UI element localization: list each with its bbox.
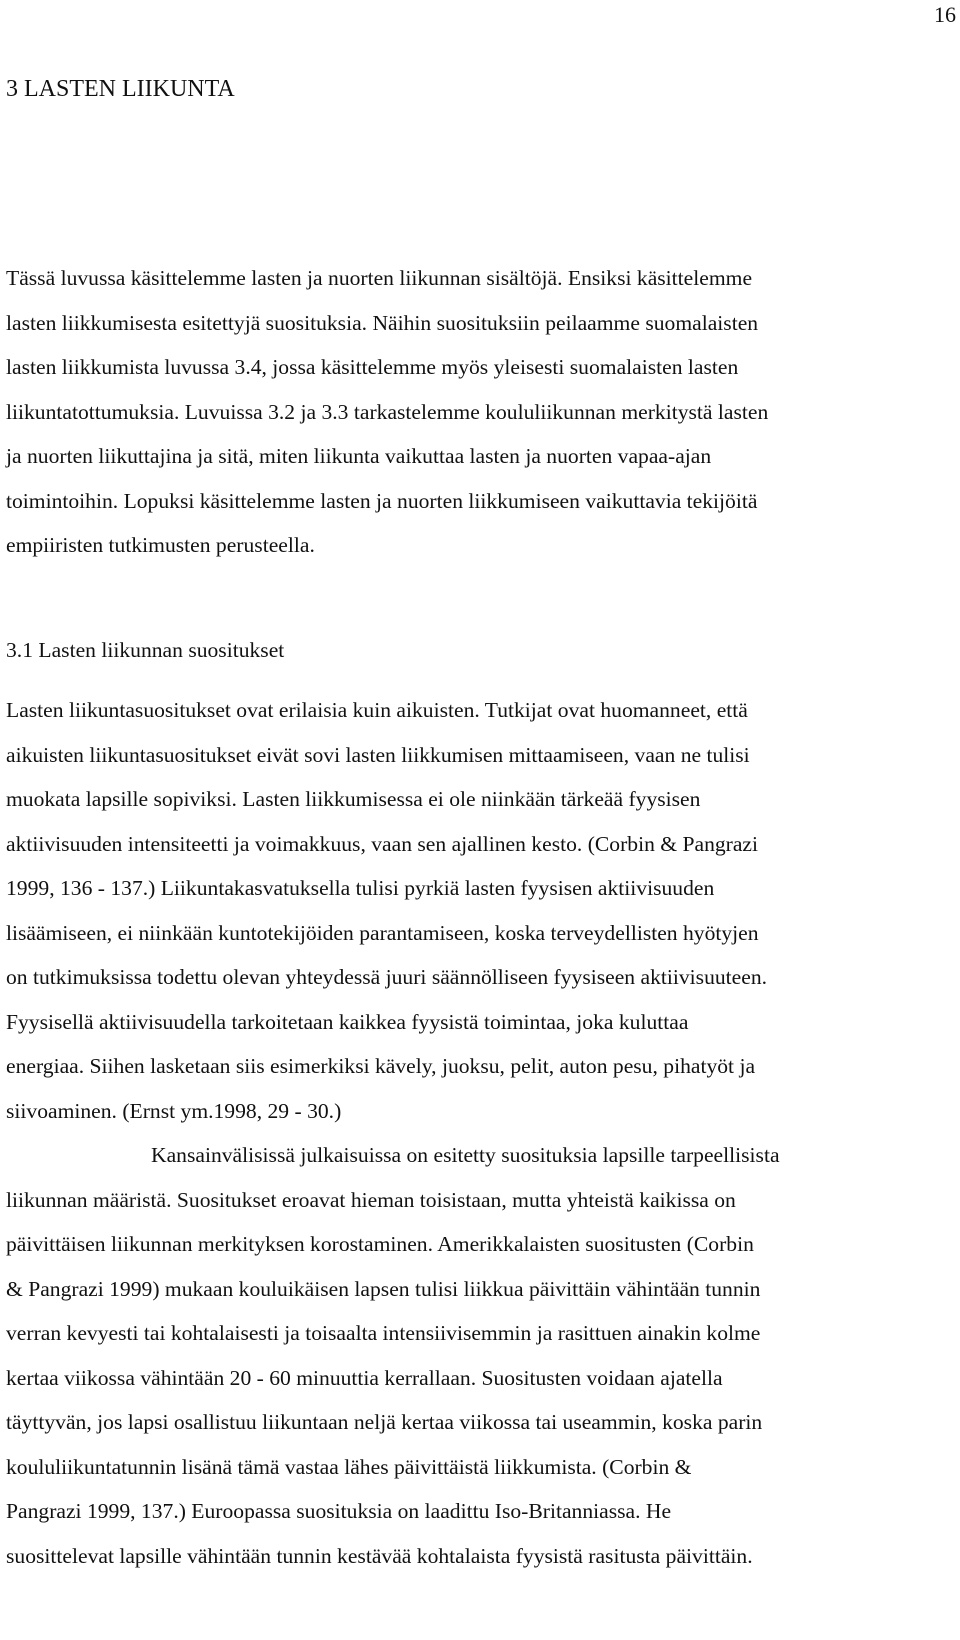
body-line: verran kevyesti tai kohtalaisesti ja toisaalta intensiivisemmin ja rasittuen ainakin kolme	[6, 1321, 761, 1345]
intro-line: liikuntatottumuksia. Luvuissa 3.2 ja 3.3 tarkastelemme koululiikunnan merkitystä lasten	[6, 399, 769, 424]
chapter-title: 3 LASTEN LIIKUNTA	[6, 76, 235, 102]
body-text	[6, 688, 956, 1578]
body-line: lisäämiseen, ei niinkään kuntotekijöiden parantamiseen, koska terveydellisten hyötyjen	[6, 920, 759, 945]
page-number: 16	[934, 2, 956, 27]
body-line: täyttyvän, jos lapsi osallistuu liikuntaan neljä kertaa viikossa tai useammin, koska parin	[6, 1410, 763, 1434]
intro-line: Tässä luvussa käsittelemme lasten ja nuorten liikunnan sisältöjä. Ensiksi käsittelemme	[6, 266, 753, 290]
body-line: Fyysisellä aktiivisuudella tarkoitetaan kaikkea fyysistä toimintaa, joka kuluttaa	[6, 1009, 689, 1034]
body-line: koululiikuntatunnin lisänä tämä vastaa lähes päivittäistä liikkumista. (Corbin &	[6, 1454, 692, 1479]
body-line: muokata lapsille sopiviksi. Lasten liikkumisessa ei ole niinkään tärkeää fyysisen	[6, 787, 701, 811]
intro-line: lasten liikkumista luvussa 3.4, jossa käsittelemme myös yleisesti suomalaisten lasten	[6, 355, 739, 379]
body-line: siivoaminen. (Ernst ym.1998, 29 - 30.)	[6, 1098, 342, 1123]
intro-paragraph	[6, 256, 956, 568]
body-line: Pangrazi 1999, 137.) Euroopassa suosituksia on laadittu Iso-Britanniassa. He	[6, 1499, 672, 1523]
body-line: aikuisten liikuntasuositukset eivät sovi lasten liikkumisen mittaamiseen, vaan ne tulisi	[6, 742, 750, 767]
body-line: aktiivisuuden intensiteetti ja voimakkuus, vaan sen ajallinen kesto. (Corbin & Pangrazi	[6, 831, 759, 856]
body-line-indented: Kansainvälisissä julkaisuissa on esitetty suosituksia lapsille tarpeellisista	[151, 1143, 780, 1167]
body-line: kertaa viikossa vähintään 20 - 60 minuuttia kerrallaan. Suositusten voidaan ajatella	[6, 1365, 723, 1390]
body-line: päivittäisen liikunnan merkityksen korostaminen. Amerikkalaisten suositusten (Corbin	[6, 1232, 754, 1256]
body-line: suosittelevat lapsille vähintään tunnin kestävää kohtalaista fyysistä rasitusta päivittäin.	[6, 1543, 753, 1568]
body-line: on tutkimuksissa todettu olevan yhteydessä juuri säännölliseen fyysiseen aktiivisuuteen.	[6, 965, 768, 989]
body-line: liikunnan määristä. Suositukset eroavat hieman toisistaan, mutta yhteistä kaikissa on	[6, 1187, 736, 1212]
section-heading: 3.1 Lasten liikunnan suositukset	[6, 638, 285, 662]
body-line: 1999, 136 - 137.) Liikuntakasvatuksella tulisi pyrkiä lasten fyysisen aktiivisuuden	[6, 876, 715, 900]
intro-line: ja nuorten liikuttajina ja sitä, miten liikunta vaikuttaa lasten ja nuorten vapaa-ajan	[6, 444, 712, 468]
body-line: energiaa. Siihen lasketaan siis esimerkiksi kävely, juoksu, pelit, auton pesu, pihatyöt ja	[6, 1054, 756, 1078]
intro-line: empiiristen tutkimusten perusteella.	[6, 533, 315, 557]
body-line: Lasten liikuntasuositukset ovat erilaisia kuin aikuisten. Tutkijat ovat huomanneet, että	[6, 698, 748, 722]
intro-line: toimintoihin. Lopuksi käsittelemme lasten ja nuorten liikkumiseen vaikuttavia tekijöitä	[6, 488, 758, 513]
body-line: & Pangrazi 1999) mukaan kouluikäisen lapsen tulisi liikkua päivittäin vähintään tunnin	[6, 1276, 761, 1301]
intro-line: lasten liikkumisesta esitettyjä suosituksia. Näihin suosituksiin peilaamme suomalaisten	[6, 310, 759, 335]
